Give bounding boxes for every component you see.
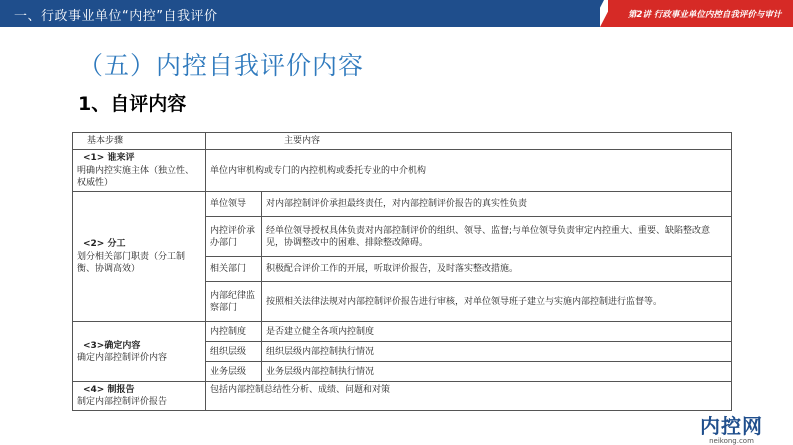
step-desc: 明确内控实施主体（独立性、权威性）	[77, 165, 195, 188]
logo-sub-text: neikong.com	[709, 437, 754, 445]
header-title: 一、行政事业单位“内控”自我评价	[14, 9, 218, 24]
dept-cell: 内部纪律监察部门	[206, 282, 262, 322]
step-desc: 划分相关部门职责（分工制衡、协调高效）	[77, 251, 186, 274]
step-title: <4> 制报告	[83, 385, 135, 396]
step-desc: 确定内部控制评价内容	[77, 352, 168, 363]
header-right-label: 第2讲 行政事业单位内控自我评价与审计	[628, 10, 782, 20]
content-cell: 组织层级内部控制执行情况	[262, 342, 732, 362]
dept-cell: 内控制度	[206, 322, 262, 342]
content-cell: 单位内审机构或专门的内控机构或委托专业的中介机构	[206, 150, 732, 192]
column-header-steps: 基本步骤	[73, 133, 206, 150]
step-cell	[73, 192, 206, 322]
header-bar	[0, 0, 793, 27]
content-cell: 经单位领导授权具体负责对内部控制评价的组织、领导、监督;与单位领导负责审定内控重大、重要、缺陷整改意见，协调整改中的困难、排除整改障碍。	[262, 217, 732, 257]
content-cell: 是否建立健全各项内控制度	[262, 322, 732, 342]
dept-cell: 组织层级	[206, 342, 262, 362]
table-row	[73, 322, 732, 342]
evaluation-table	[72, 132, 732, 411]
dept-cell: 业务层级	[206, 362, 262, 382]
column-header-content: 主要内容	[206, 133, 732, 150]
subtitle: 1、自评内容	[78, 93, 187, 115]
table-row	[73, 382, 732, 411]
header-red-notch	[600, 0, 614, 27]
table-row	[73, 192, 732, 217]
dept-cell: 单位领导	[206, 192, 262, 217]
step-cell	[73, 382, 206, 411]
step-cell	[73, 150, 206, 192]
table-row	[73, 150, 732, 192]
step-desc: 制定内部控制评价报告	[77, 397, 168, 408]
dept-cell: 相关部门	[206, 257, 262, 282]
dept-cell: 内控评价承办部门	[206, 217, 262, 257]
logo	[700, 410, 763, 445]
table-header-row	[73, 133, 732, 150]
step-cell	[73, 322, 206, 382]
content-cell: 业务层级内部控制执行情况	[262, 362, 732, 382]
step-title: <3>确定内容	[83, 340, 141, 351]
step-title: <2> 分工	[83, 239, 126, 250]
content-cell: 包括内部控制总结性分析、成绩、问题和对策	[206, 382, 732, 411]
content-cell: 积极配合评价工作的开展，听取评价报告，及时落实整改措施。	[262, 257, 732, 282]
step-title: <1> 谁来评	[83, 153, 135, 164]
content-cell: 对内部控制评价承担最终责任，对内部控制评价报告的真实性负责	[262, 192, 732, 217]
logo-main-text: 内控网	[700, 414, 763, 438]
section-title: （五）内控自我评价内容	[78, 51, 365, 80]
content-cell: 按照相关法律法规对内部控制评价报告进行审核，对单位领导班子建立与实施内部控制进行监督等。	[262, 282, 732, 322]
